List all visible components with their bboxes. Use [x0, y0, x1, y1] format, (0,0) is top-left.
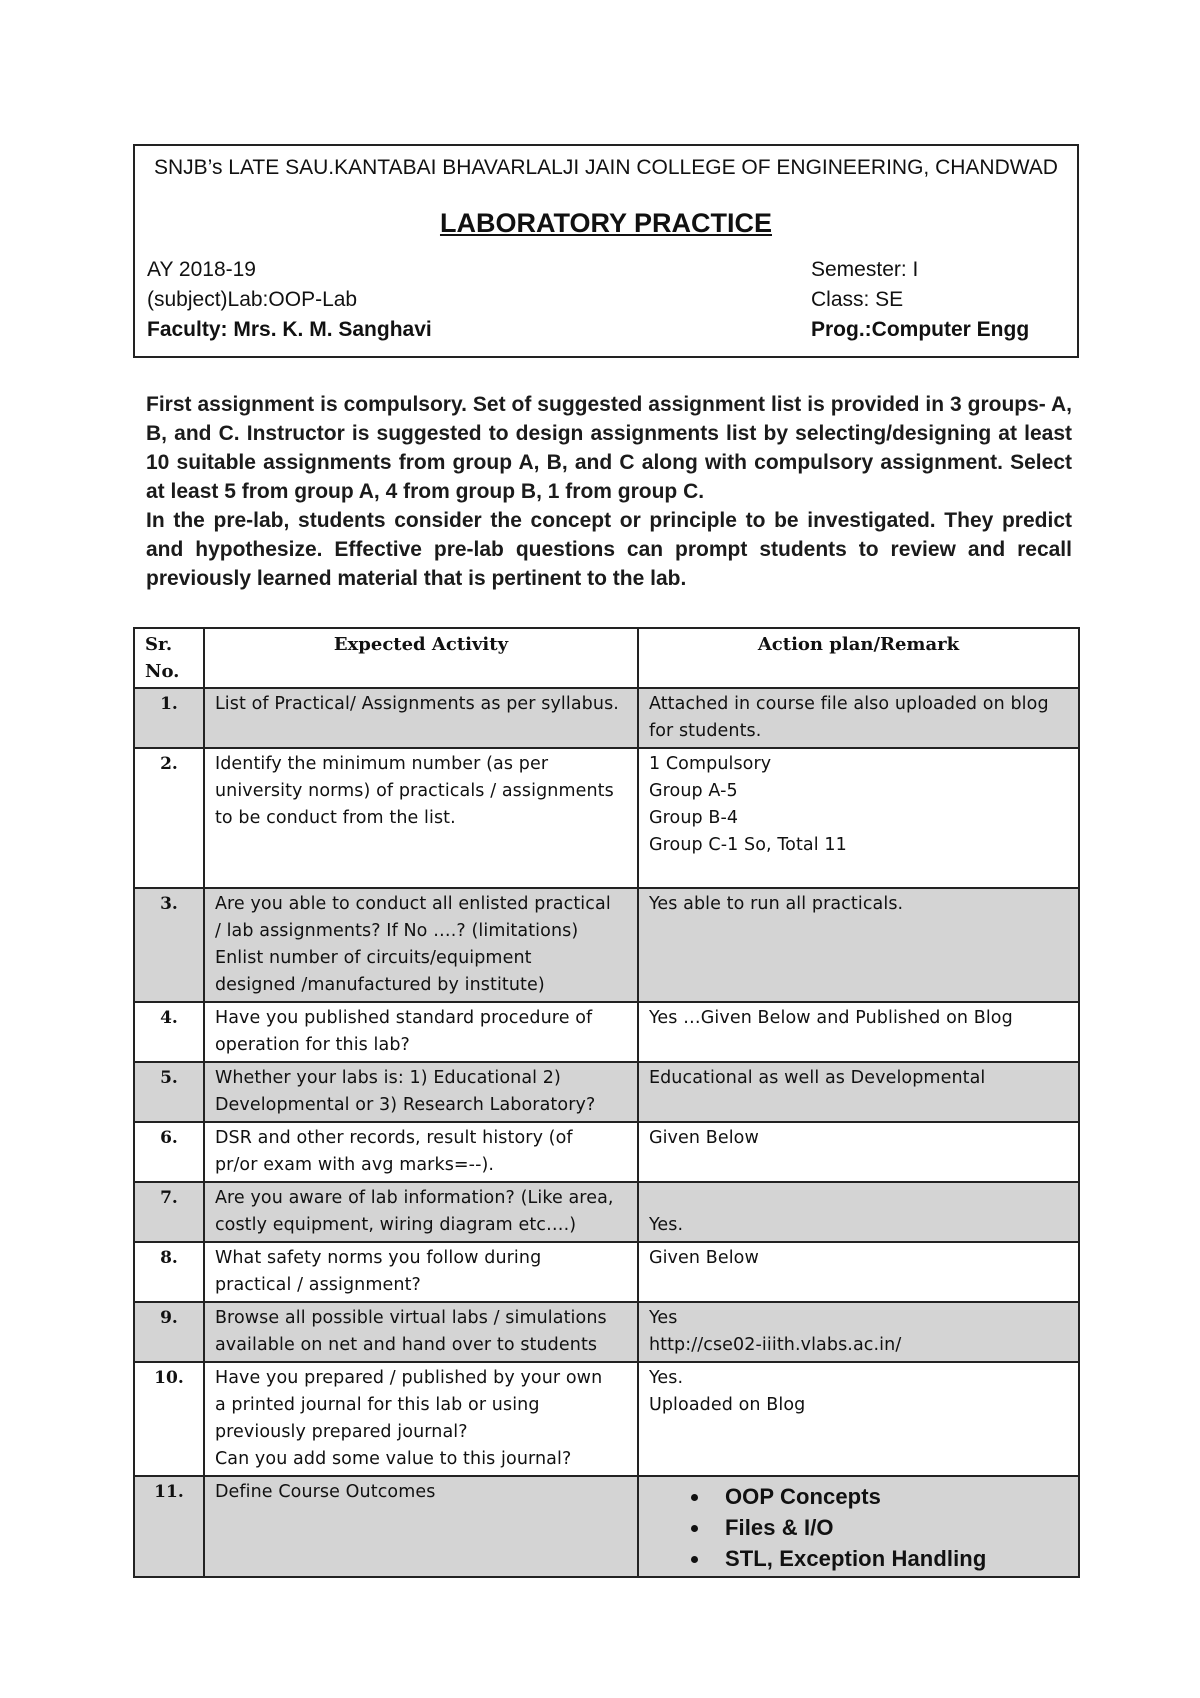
expected-activity-cell	[204, 1242, 638, 1302]
semester: Semester: I	[811, 258, 919, 281]
action-plan-cell	[638, 688, 1079, 748]
intro-text-part: previously learned material that is pertinent to the lab.	[146, 567, 687, 590]
remark-line: Uploaded on Blog	[648, 1395, 806, 1415]
class: Class: SE	[811, 288, 904, 311]
course-outcome-item: • Files & I/O	[711, 1512, 1068, 1543]
action-plan-cell	[638, 1302, 1079, 1362]
table-row	[134, 1122, 1079, 1182]
remark-line: Attached in course file also uploaded on blog	[648, 694, 1049, 714]
header-row-3	[147, 318, 1065, 346]
activity-line: pr/or exam with avg marks=--).	[214, 1155, 495, 1175]
header-row-2	[147, 288, 1065, 316]
activity-line: designed /manufactured by institute)	[214, 975, 545, 995]
intro-text	[146, 390, 1072, 593]
remark-line: Given Below	[648, 1248, 759, 1268]
intro-paragraph-1: First assignment is compulsory. Set of suggested assignment list is provided in 3 groups- A, B, and C. Instructor is suggested to design assignments list by selecting/designing at least 10 suitable assignments from group A, B, and C along with compulsory assignment. Select at least 5 from group A, 4 from group B, 1 from group C.	[146, 393, 1072, 503]
activity-line: Are you able to conduct all enlisted practical	[214, 894, 611, 914]
table-row	[134, 1242, 1079, 1302]
table-row	[134, 748, 1079, 888]
action-plan-cell	[638, 1362, 1079, 1476]
row-number: 9.	[134, 1302, 204, 1362]
expected-activity-cell	[204, 748, 638, 888]
table-header-row	[134, 628, 1079, 688]
table-row	[134, 1062, 1079, 1122]
header-box	[133, 144, 1079, 358]
intro-emphasis-review: review and recall	[890, 538, 1072, 561]
activity-line: practical / assignment?	[214, 1275, 421, 1295]
subject: (subject)Lab:OOP-Lab	[147, 288, 358, 311]
course-outcomes-list	[649, 1481, 1068, 1574]
table-body	[134, 688, 1079, 1577]
activity-line: a printed journal for this lab or using	[214, 1395, 540, 1415]
activity-line: / lab assignments? If No ….? (limitations)	[214, 921, 579, 941]
activity-line: Whether your labs is: 1) Educational 2)	[214, 1068, 561, 1088]
action-plan-cell	[638, 1476, 1079, 1577]
program: Prog.:Computer Engg	[811, 318, 1030, 341]
college-name: SNJB’s LATE SAU.KANTABAI BHAVARLALJI JAIN COLLEGE OF ENGINEERING, CHANDWAD	[154, 156, 1058, 179]
action-plan-cell	[638, 1182, 1079, 1242]
expected-activity-cell	[204, 1122, 638, 1182]
remark-line: Educational as well as Developmental	[648, 1068, 986, 1088]
remark-line: Yes …Given Below and Published on Blog	[648, 1008, 1013, 1028]
action-plan-cell	[638, 1002, 1079, 1062]
remark-line: Yes	[648, 1308, 678, 1328]
activity-line: Developmental or 3) Research Laboratory?	[214, 1095, 596, 1115]
expected-activity-cell	[204, 1476, 638, 1577]
page-title: LABORATORY PRACTICE	[439, 208, 772, 238]
header-sr-no: Sr. No.	[134, 628, 204, 688]
intro-text-part: questions can prompt students to	[503, 538, 891, 561]
row-number: 3.	[134, 888, 204, 1002]
row-number: 1.	[134, 688, 204, 748]
row-number: 5.	[134, 1062, 204, 1122]
row-number: 6.	[134, 1122, 204, 1182]
action-plan-cell	[638, 888, 1079, 1002]
row-number: 10.	[134, 1362, 204, 1476]
academic-year: AY 2018-19	[147, 258, 256, 281]
course-outcome-item: • OOP Concepts	[711, 1481, 1068, 1512]
row-number: 4.	[134, 1002, 204, 1062]
activity-line: Define Course Outcomes	[214, 1482, 436, 1502]
activity-line: Browse all possible virtual labs / simulations	[214, 1308, 607, 1328]
table-row	[134, 1302, 1079, 1362]
activity-line: Enlist number of circuits/equipment	[214, 948, 532, 968]
remark-line: 1 Compulsory	[648, 754, 772, 774]
intro-emphasis-prelab: pre-lab	[433, 538, 504, 561]
activity-line: DSR and other records, result history (of	[214, 1128, 573, 1148]
action-plan-cell	[638, 1242, 1079, 1302]
table-row	[134, 1182, 1079, 1242]
intro-text-part: In the pre-lab, students consider the concept or principle to be investigated. They predict and hypothesize. Effective	[146, 509, 1072, 561]
remark-line: Group B-4	[648, 808, 739, 828]
remark-line: Group C-1 So, Total 11	[648, 835, 847, 855]
table-row	[134, 1476, 1079, 1577]
expected-activity-cell	[204, 1062, 638, 1122]
remark-line	[649, 1185, 1068, 1212]
activity-line: Have you published standard procedure of	[214, 1008, 593, 1028]
action-plan-cell	[638, 748, 1079, 888]
remark-line: for students.	[648, 721, 762, 741]
table-row	[134, 888, 1079, 1002]
activity-line: Have you prepared / published by your own	[214, 1368, 603, 1388]
activity-line: costly equipment, wiring diagram etc….)	[214, 1215, 577, 1235]
activity-line: What safety norms you follow during	[214, 1248, 542, 1268]
expected-activity-cell	[204, 1182, 638, 1242]
activity-line: List of Practical/ Assignments as per syllabus.	[214, 694, 619, 714]
activity-line: Can you add some value to this journal?	[214, 1449, 572, 1469]
remark-line: Yes.	[648, 1215, 684, 1235]
action-plan-cell	[638, 1122, 1079, 1182]
header-expected-activity: Expected Activity	[204, 628, 638, 688]
row-number: 11.	[134, 1476, 204, 1577]
row-number: 2.	[134, 748, 204, 888]
activity-line: Identify the minimum number (as per	[214, 754, 549, 774]
activity-line: previously prepared journal?	[214, 1422, 468, 1442]
activity-table	[133, 627, 1080, 1578]
activity-line: Are you aware of lab information? (Like area,	[214, 1188, 614, 1208]
remark-line: http://cse02-iiith.vlabs.ac.in/	[648, 1335, 902, 1355]
expected-activity-cell	[204, 888, 638, 1002]
remark-line: Yes.	[648, 1368, 684, 1388]
faculty: Faculty: Mrs. K. M. Sanghavi	[147, 318, 432, 341]
activity-line: university norms) of practicals / assignments	[214, 781, 614, 801]
remark-line: Yes able to run all practicals.	[648, 894, 904, 914]
action-plan-cell	[638, 1062, 1079, 1122]
row-number: 7.	[134, 1182, 204, 1242]
remark-line: Group A-5	[648, 781, 738, 801]
table-row	[134, 688, 1079, 748]
intro-paragraph-2	[146, 506, 1072, 593]
course-outcome-item: • STL, Exception Handling	[711, 1543, 1068, 1574]
expected-activity-cell	[204, 688, 638, 748]
activity-line: to be conduct from the list.	[214, 808, 456, 828]
expected-activity-cell	[204, 1362, 638, 1476]
header-row-1	[147, 258, 1065, 286]
activity-line: operation for this lab?	[214, 1035, 410, 1055]
table-row	[134, 1362, 1079, 1476]
remark-line: Given Below	[648, 1128, 759, 1148]
header-action-plan: Action plan/Remark	[638, 628, 1079, 688]
expected-activity-cell	[204, 1002, 638, 1062]
table-row	[134, 1002, 1079, 1062]
expected-activity-cell	[204, 1302, 638, 1362]
row-number: 8.	[134, 1242, 204, 1302]
activity-line: available on net and hand over to students	[214, 1335, 598, 1355]
